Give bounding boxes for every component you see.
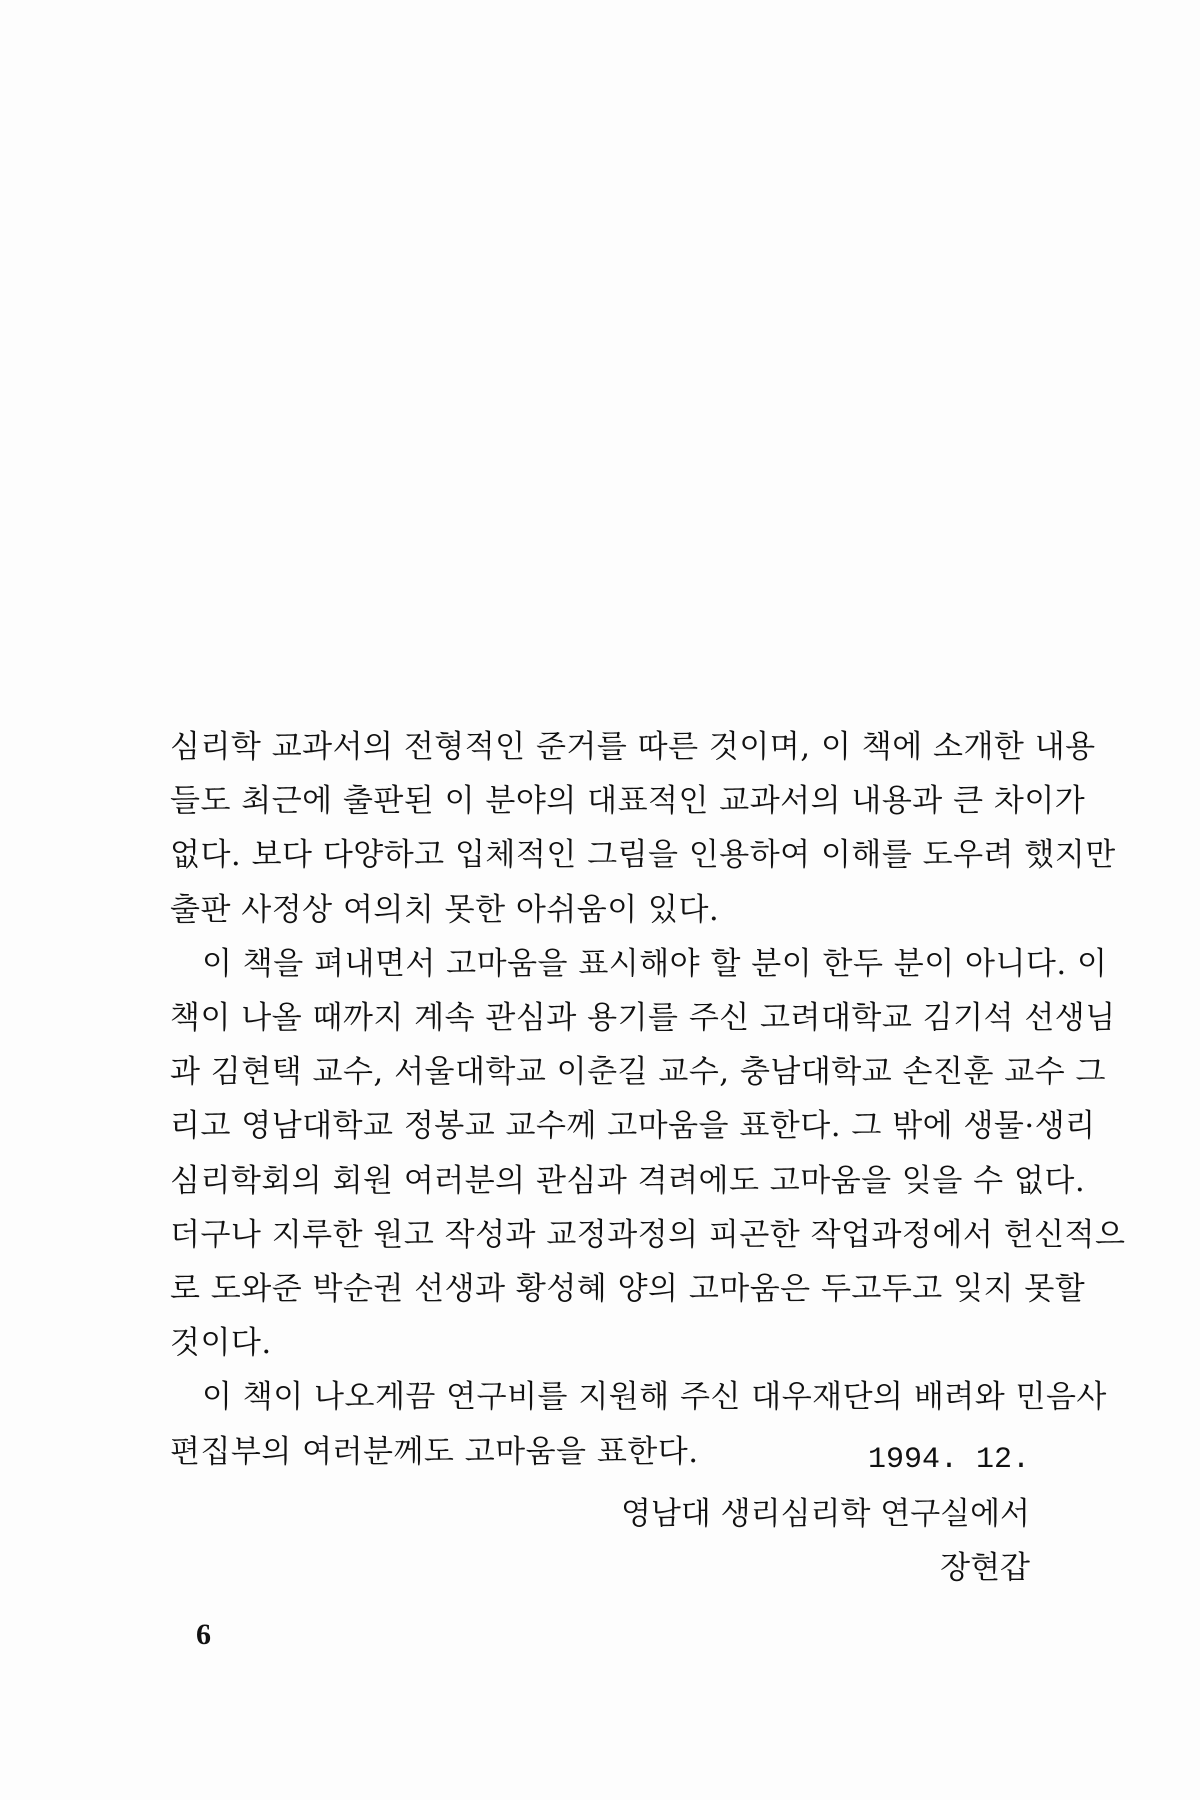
signature-block [621,1433,1030,1596]
text-line: 없다. 보다 다양하고 입체적인 그림을 인용하여 이해를 도우려 했지만 [170,837,1116,874]
text-line: 심리학 교과서의 전형적인 준거를 따른 것이며, 이 책에 소개한 내용 [170,729,1096,765]
text-line: 들도 최근에 출판된 이 분야의 대표적인 교과서의 내용과 큰 차이가 [170,783,1086,820]
text-line: 책이 나올 때까지 계속 관심과 용기를 주신 고려대학교 김기석 선생님 [170,1000,1116,1037]
text-line: 과 김현택 교수, 서울대학교 이춘길 교수, 충남대학교 손진훈 교수 그 [170,1054,1106,1091]
text-line: 것이다. [170,1325,272,1362]
text-line: 이 책이 나오게끔 연구비를 지원해 주신 대우재단의 배려와 민음사 [202,1379,1107,1416]
text-line: 이 책을 펴내면서 고마움을 표시해야 할 분이 한두 분이 아니다. 이 [202,945,1108,982]
text-line: 로 도와준 박순권 선생과 황성혜 양의 고마움은 두고두고 잊지 못할 [170,1271,1086,1308]
page-number: 6 [196,1618,211,1651]
text-line: 리고 영남대학교 정봉교 교수께 고마움을 표한다. 그 밖에 생물·생리 [170,1108,1096,1145]
signature-date: 1994. 12. [867,1443,1030,1477]
preface-text [170,720,1126,1479]
text-line: 더구나 지루한 원고 작성과 교정과정의 피곤한 작업과정에서 헌신적으 [170,1216,1126,1253]
text-line: 편집부의 여러분께도 고마움을 표한다. [170,1433,699,1470]
text-line: 심리학회의 회원 여러분의 관심과 격려에도 고마움을 잊을 수 없다. [170,1162,1086,1199]
text-line: 출판 사정상 여의치 못한 아쉬움이 있다. [170,891,720,928]
signature-place: 영남대 생리심리학 연구실에서 [620,1496,1030,1533]
signature-author: 장현갑 [940,1550,1030,1587]
